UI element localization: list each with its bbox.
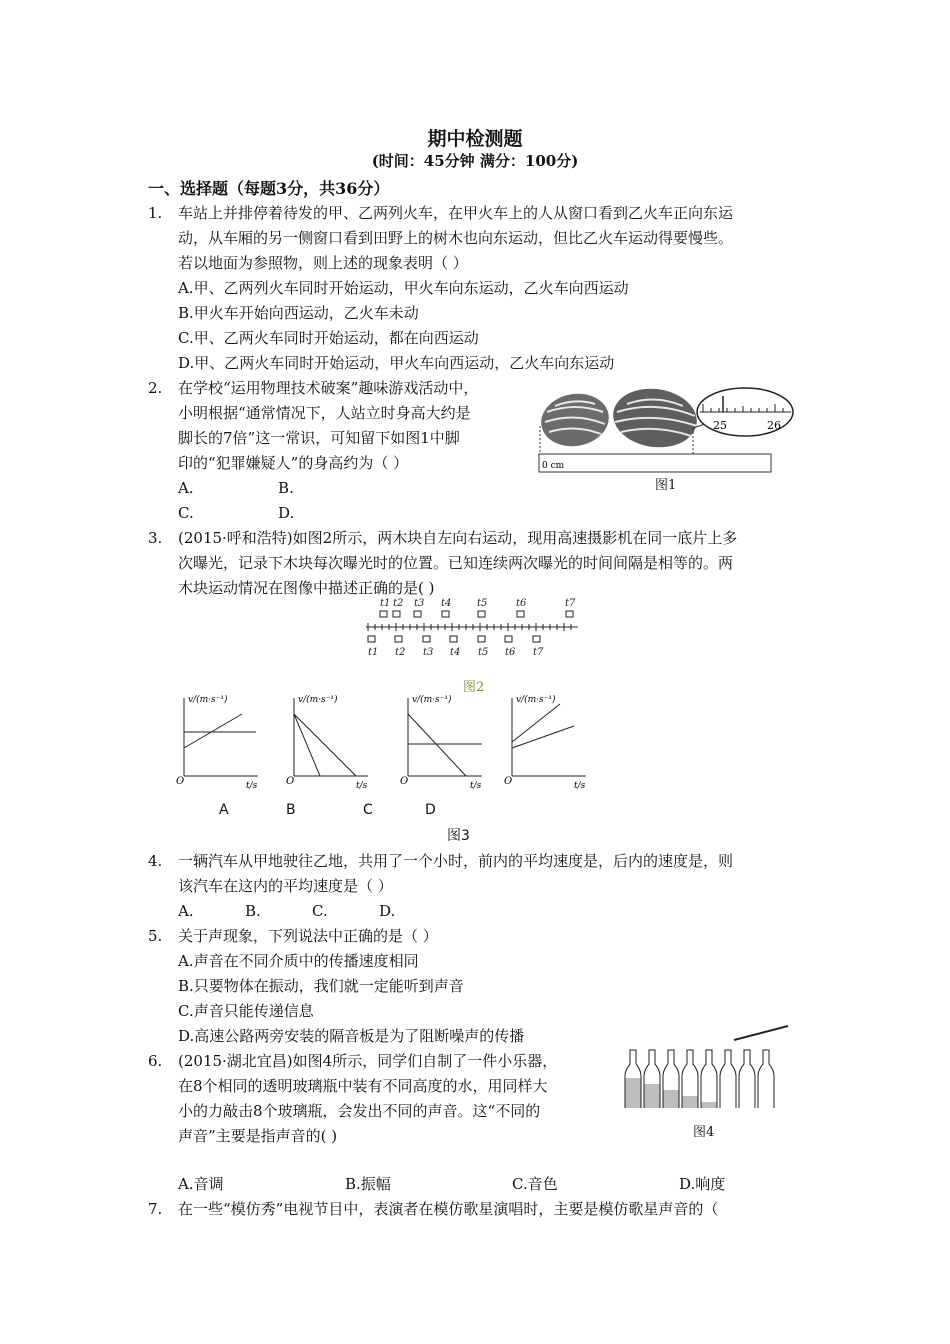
graph-c-xlabel: t/s xyxy=(470,781,482,791)
bottle-8 xyxy=(758,1050,776,1108)
striking-rod xyxy=(734,1026,788,1040)
footprint-toe-icon xyxy=(609,383,700,452)
page-title: 期中检测题 xyxy=(427,128,523,150)
bottom-label-t2: t2 xyxy=(395,647,406,658)
question-5-line-1: 关于声现象，下列说法中正确的是（ ） xyxy=(178,927,438,945)
footprint-heel-icon xyxy=(537,388,613,451)
bottle-2 xyxy=(644,1050,662,1108)
question-2-line-4: 印的“犯罪嫌疑人”的身高约为（ ） xyxy=(178,454,409,472)
question-3-line-3: 木块运动情况在图像中描述正确的是( ) xyxy=(178,579,435,597)
bottle-7 xyxy=(739,1050,757,1108)
question-7-line-1: 在一些“模仿秀”电视节目中，表演者在模仿歌星演唱时，主要是模仿歌星声音的（ xyxy=(178,1200,719,1218)
bottom-label-t3: t3 xyxy=(423,647,434,658)
graph-label-d: D xyxy=(425,802,436,818)
question-6-line-2: 在8个相同的透明玻璃瓶中装有不同高度的水，用同样大 xyxy=(178,1077,548,1095)
question-2-line-3: 脚长的7倍”这一常识，可知留下如图1中脚 xyxy=(178,429,460,447)
question-1-option-a: A.甲、乙两列火车同时开始运动，甲火车向东运动，乙火车向西运动 xyxy=(178,279,629,297)
graph-a xyxy=(176,694,258,791)
question-2-option-b: B. xyxy=(278,479,294,497)
question-2-option-d: D. xyxy=(278,504,295,522)
graph-c-origin: O xyxy=(400,776,409,787)
graph-b-ylabel: v/(m·s⁻¹) xyxy=(298,695,338,705)
graph-d-xlabel: t/s xyxy=(574,781,586,791)
question-7-number: 7. xyxy=(148,1200,163,1218)
question-2-line-2: 小明根据“通常情况下，人站立时身高大约是 xyxy=(178,404,471,422)
figure-3-vt-graphs xyxy=(170,690,610,792)
question-1-line-3: 若以地面为参照物，则上述的现象表明（ ） xyxy=(178,254,468,272)
question-4-option-a: A. xyxy=(178,902,194,920)
question-6-line-4: 声音”主要是指声音的( ) xyxy=(178,1127,338,1145)
question-2-option-c: C. xyxy=(178,504,194,522)
graph-label-a: A xyxy=(219,802,229,818)
graph-label-b: B xyxy=(286,802,296,818)
question-6-option-b: B.振幅 xyxy=(345,1175,391,1193)
question-6-line-3: 小的力敲击8个玻璃瓶，会发出不同的声音。这“不同的 xyxy=(178,1102,541,1120)
question-1-option-c: C.甲、乙两火车同时开始运动，都在向西运动 xyxy=(178,329,479,347)
graph-d xyxy=(504,694,586,791)
bottom-label-t7: t7 xyxy=(533,647,544,658)
top-label-t7: t7 xyxy=(565,598,576,609)
figure-2-multi-exposure xyxy=(362,592,584,660)
bottom-label-t6: t6 xyxy=(505,647,516,658)
question-6-option-d: D.响度 xyxy=(679,1175,726,1193)
question-6-line-1: (2015·湖北宜昌)如图4所示，同学们自制了一件小乐器， xyxy=(178,1052,558,1070)
question-4-option-d: D. xyxy=(379,902,396,920)
graph-a-ylabel: v/(m·s⁻¹) xyxy=(188,695,228,705)
graph-d-origin: O xyxy=(504,776,513,787)
top-label-t5: t5 xyxy=(477,598,488,609)
question-4-option-b: B. xyxy=(245,902,261,920)
question-4-line-2: 该汽车在这内的平均速度是（ ） xyxy=(178,877,393,895)
question-1-number: 1. xyxy=(148,204,163,222)
question-4-option-c: C. xyxy=(312,902,328,920)
ruler-tick-25: 25 xyxy=(713,419,727,432)
question-5-option-b: B.只要物体在振动，我们就一定能听到声音 xyxy=(178,977,464,995)
bottle-4 xyxy=(682,1050,700,1108)
figure-4-caption: 图4 xyxy=(693,1125,715,1140)
bottle-1 xyxy=(625,1050,643,1108)
bottle-6 xyxy=(720,1050,738,1108)
question-3-line-1: (2015·呼和浩特)如图2所示，两木块自左向右运动，现用高速摄影机在同一底片上多 xyxy=(178,529,738,547)
figure-1-caption: 图1 xyxy=(655,478,677,493)
top-label-t6: t6 xyxy=(516,598,527,609)
graph-label-c: C xyxy=(363,802,373,818)
graph-d-ylabel: v/(m·s⁻¹) xyxy=(516,695,556,705)
section-heading: 一、选择题（每题3分，共36分） xyxy=(148,179,390,198)
question-2-option-a: A. xyxy=(178,479,194,497)
question-6-option-c: C.音色 xyxy=(512,1175,558,1193)
bottom-label-t5: t5 xyxy=(478,647,489,658)
question-1-option-d: D.甲、乙两火车同时开始运动，甲火车向西运动，乙火车向东运动 xyxy=(178,354,615,372)
question-5-number: 5. xyxy=(148,927,163,945)
question-2-line-1: 在学校“运用物理技术破案”趣味游戏活动中， xyxy=(178,379,479,397)
question-4-number: 4. xyxy=(148,852,163,870)
bottle-3 xyxy=(663,1050,681,1108)
question-1-option-b: B.甲火车开始向西运动，乙火车未动 xyxy=(178,304,419,322)
top-label-t3: t3 xyxy=(414,598,425,609)
graph-b-xlabel: t/s xyxy=(356,781,368,791)
question-6-option-a: A.音调 xyxy=(178,1175,224,1193)
bottom-label-t4: t4 xyxy=(450,647,461,658)
figure-2-caption: 图2 xyxy=(463,680,485,695)
graph-a-origin: O xyxy=(176,776,185,787)
question-1-line-2: 动，从车厢的另一侧窗口看到田野上的树木也向东运动，但比乙火车运动得要慢些。 xyxy=(178,229,734,247)
top-label-t4: t4 xyxy=(441,598,452,609)
top-label-t1: t1 xyxy=(380,598,391,609)
graph-a-xlabel: t/s xyxy=(246,781,258,791)
question-6-number: 6. xyxy=(148,1052,163,1070)
question-5-option-a: A.声音在不同介质中的传播速度相同 xyxy=(178,952,419,970)
figure-4-bottles xyxy=(622,1024,794,1108)
ruler-tick-26: 26 xyxy=(767,419,781,432)
ruler-magnifier xyxy=(697,388,793,436)
question-2-number: 2. xyxy=(148,379,163,397)
figure-3-caption: 图3 xyxy=(447,828,470,844)
question-1-line-1: 车站上并排停着待发的甲、乙两列火车，在甲火车上的人从窗口看到乙火车正向东运 xyxy=(178,204,734,222)
bottle-5 xyxy=(701,1050,719,1108)
question-5-option-c: C.声音只能传递信息 xyxy=(178,1002,314,1020)
ruler-start-label: 0 cm xyxy=(542,461,565,471)
question-3-line-2: 次曝光，记录下木块每次曝光时的位置。已知连续两次曝光的时间间隔是相等的。两 xyxy=(178,554,734,572)
graph-c-ylabel: v/(m·s⁻¹) xyxy=(412,695,452,705)
top-label-t2: t2 xyxy=(393,598,404,609)
graph-b-origin: O xyxy=(286,776,295,787)
question-5-option-d: D.高速公路两旁安装的隔音板是为了阻断噪声的传播 xyxy=(178,1027,525,1045)
bottom-label-t1: t1 xyxy=(368,647,379,658)
exam-meta: (时间：45分钟 满分：100分) xyxy=(371,152,579,170)
graph-c xyxy=(400,694,482,791)
graph-b xyxy=(286,694,368,791)
question-4-line-1: 一辆汽车从甲地驶往乙地，共用了一个小时，前内的平均速度是，后内的速度是，则 xyxy=(178,852,734,870)
question-3-number: 3. xyxy=(148,529,163,547)
